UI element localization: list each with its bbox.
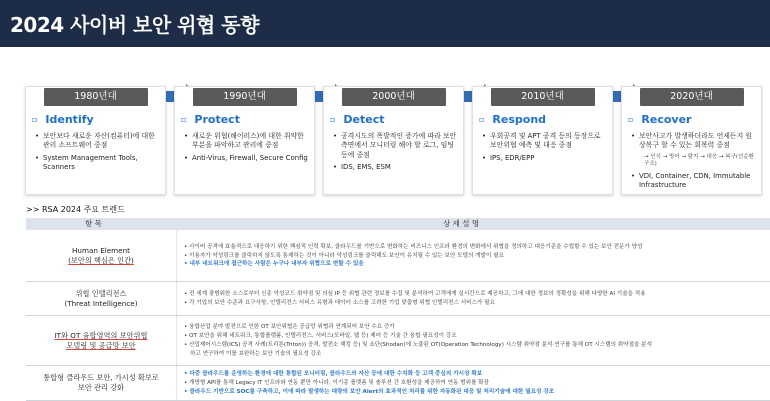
era-year: 1980년대	[44, 88, 148, 106]
era-year: 1990년대	[193, 88, 297, 106]
row-label-line: 보안 관리 강화	[77, 383, 125, 392]
row-detail	[184, 230, 770, 281]
era-title	[330, 113, 385, 126]
era-title	[181, 113, 240, 126]
era-items	[183, 132, 310, 166]
row-label	[26, 316, 176, 365]
bullet-square-icon: ▫	[181, 115, 187, 124]
era-title	[628, 113, 692, 126]
row-label	[26, 230, 176, 281]
detail-line: • 다중 클라우드를 운영하는 환경에 대한 통합된 모니터링, 클라우드의 자산 등에 대한 수치화 등 고객 중심의 가시성 확보	[184, 371, 483, 378]
era-item: → 인식 → 방어 → 탐지 → 대응 → 복구(선순환 구조)	[644, 153, 754, 168]
era-item: • IPS, EDR/EPP	[481, 154, 608, 163]
era-title-text: Identify	[45, 113, 94, 126]
era-title	[479, 113, 546, 126]
cell-divider	[176, 282, 177, 315]
detail-line: • 사이버 공격에 효율적으로 대응하기 위한 핵심적 인력 확보, 클라우드를 기반으로 변화하는 비즈니스 인프라 환경의 변화에서 위협을 정의하고 대응기준을 수립할 수 있는 보안 전문가 양성	[184, 243, 643, 250]
era-item: • 우회공격 및 APT 공격 등의 등장으로 보안위협 예측 및 대응 중점	[481, 132, 608, 151]
bullet-square-icon: ▫	[479, 115, 485, 124]
row-label-line: Human Element	[72, 245, 130, 255]
bullet-square-icon: ▫	[330, 115, 336, 124]
table-row	[26, 366, 770, 401]
row-label-line: (보안의 핵심은 인간)	[68, 255, 134, 265]
cell-divider	[176, 230, 177, 281]
era-title	[32, 113, 94, 126]
detail-line: • 이용자가 악성링크를 클릭하지 않도록 통제하는 것이 아니라 악성링크를 클릭해도 보안이 유지될 수 있는 보안 모델의 개발이 필요	[184, 252, 504, 259]
era-title-text: Recover	[641, 113, 692, 126]
page-title: 2024 사이버 보안 위협 동향	[10, 13, 259, 37]
row-detail	[184, 366, 770, 400]
table-header	[26, 218, 770, 230]
row-label	[26, 366, 176, 400]
detail-line: • 융합산업 분야 발전으로 인한 OT 보안위협은 공급망 위협과 연계되어 보안 수요 증가	[184, 324, 395, 331]
row-label-line: 위협 인텔리전스	[75, 288, 127, 298]
era-year: 2020년대	[640, 88, 744, 106]
era-item: • 보안사고가 발생하더라도 언제든지 원상복구 할 수 있는 회복력 중점	[630, 132, 757, 151]
table-row	[26, 230, 770, 282]
era-year: 2000년대	[342, 88, 446, 106]
era-item: • Anti-Virus, Firewall, Secure Config	[183, 154, 310, 163]
detail-line: • 전 세계 광범위한 소스로부터 신종 악성코드 취약점 및 의심 IP 등 위협 관련 정보를 수집 및 분석하여 고객에게 실시간으로 제공하고, 그에 대한 정보의 정확성을 위해 다양한 AI 기술을 적용	[184, 291, 646, 298]
bullet-square-icon: ▫	[628, 115, 634, 124]
era-item: • IDS, EMS, ESM	[332, 163, 459, 172]
row-label-line: (Threat Intelligence)	[64, 298, 138, 308]
cell-divider	[176, 366, 177, 400]
detail-line: • 개방형 API를 통해 Legacy IT 인프라와 연동 뿐만 아니라, 이기종 플랫폼 및 솔루션 간 호환성을 제공하여 연동 범위를 확장	[184, 380, 489, 387]
era-item: • VDI, Container, CDN, Immutable Infrastructure	[630, 172, 757, 191]
era-title-text: Detect	[343, 113, 385, 126]
era-items	[481, 132, 608, 166]
era-title-text: Protect	[194, 113, 240, 126]
era-item: • 공격시도의 폭발적인 증가에 따라 보안 측면에서 모니터링 해야 할 로그, 임팅 등에 중점	[332, 132, 459, 160]
era-items	[332, 132, 459, 175]
row-label-line: IT와 OT 융합영역의 보안위협	[54, 330, 148, 340]
header-detail: 상 세 설 명	[443, 219, 480, 228]
table-row	[26, 282, 770, 316]
row-detail	[184, 316, 770, 365]
era-year: 2010년대	[491, 88, 595, 106]
detail-line: • 각 기업의 보안 수준과 요구사항, 인텔리전스 서비스 유형과 데이터 소스를 고려한 기업 맞춤형 위협 인텔리전스 서비스가 필요	[184, 300, 495, 306]
detail-line: 하고 연구하여 이를 보완하는 보안 기술의 필요성 강조	[190, 350, 322, 357]
page-header	[0, 0, 770, 47]
era-item: • 보안보다 새로운 자산(컴퓨터)에 대한 관리 소프트웨어 중점	[34, 132, 161, 151]
era-item: • System Management Tools, Scanners	[34, 154, 161, 173]
row-label-line: 통합형 클라우드 보안, 가시성 확보로	[43, 373, 159, 382]
row-label-line: 모델링 및 공급망 보안	[66, 340, 136, 350]
era-items	[34, 132, 161, 175]
era-item: • 새로운 위협(해이러스)에 대한 취약한 부분을 파악하고 관리에 중점	[183, 132, 310, 151]
detail-line: • 산업제어시스템(ICS) 공격 사례(트리톤(Triton)) 공격, 발전소 해킹 등) 및 쇼단(Shodan)에 노출된 OT(Operation Technology) 시스템 취약점 분석·연구를 통해 OT 시스템의 취약점을 분석	[184, 342, 652, 348]
era-title-text: Respond	[492, 113, 547, 126]
header-item: 항 목	[85, 219, 102, 228]
row-label	[26, 282, 176, 315]
era-items	[630, 132, 757, 193]
detail-line: • 클라우드 기반으로 SOC를 구축하고, 이에 따라 발생하는 대량의 보안 Alert의 효과적인 처리를 위한 자동화된 대응 및 처리기술에 대한 필요성 강조	[184, 388, 555, 395]
bullet-square-icon: ▫	[32, 115, 38, 124]
section-label: >> RSA 2024 주요 트렌드	[26, 205, 125, 214]
cell-divider	[176, 316, 177, 365]
row-detail	[184, 282, 770, 315]
detail-line: • 내부 네트워크에 접근하는 사람은 누구나 내부자 위협으로 변할 수 있음	[184, 261, 364, 268]
detail-line: • OT 보안을 위해 네트워크, 통합플랫폼, 인텔리전스, 서비스(모바일, 웹 등) 제어 등 기술 간 융합 필요성이 강조	[184, 333, 457, 340]
table-row	[26, 316, 770, 366]
